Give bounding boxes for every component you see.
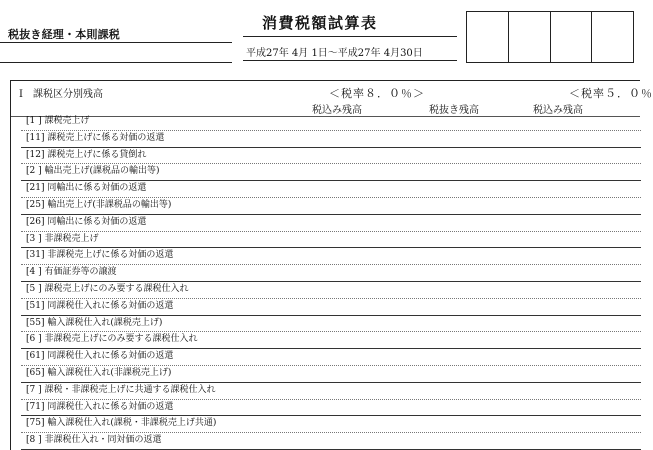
table-row: [51] 同課税仕入れに係る対価の返還 — [21, 299, 641, 316]
table-row: [21] 同輸出に係る対価の返還 — [21, 181, 641, 198]
table-row: [8 ] 非課税仕入れ・同対価の返還 — [21, 433, 641, 450]
divider — [243, 36, 457, 37]
table-row: [26] 同輸出に係る対価の返還 — [21, 215, 641, 232]
rate-8-heading: ＜税率８．０％＞ — [329, 87, 425, 100]
table-row: [65] 輸入課税仕入れ(非課税売上げ) — [21, 366, 641, 383]
table-row: [3 ] 非課税売上げ — [21, 232, 641, 249]
stamp-box — [467, 12, 509, 62]
table-row: [12] 課税売上げに係る貸倒れ — [21, 148, 641, 165]
table-row: [55] 輸入課税仕入れ(課税売上げ) — [21, 316, 641, 333]
table-row: [5 ] 課税売上げにのみ要する課税仕入れ — [21, 282, 641, 299]
divider — [0, 62, 232, 63]
table-row: [4 ] 有価証券等の譲渡 — [21, 265, 641, 282]
table-row: [31] 非課税売上げに係る対価の返還 — [21, 248, 641, 265]
rate-5-heading: ＜税率５．０％ — [569, 87, 653, 100]
section-header — [11, 81, 653, 117]
tax-balance-table — [10, 80, 653, 450]
table-row: [2 ] 輸出売上げ(課税品の輸出等) — [21, 164, 641, 181]
accounting-method: 税抜き経理・本則課税 — [8, 28, 120, 41]
stamp-box — [551, 12, 593, 62]
table-row: [25] 輸出売上げ(非課税品の輸出等) — [21, 198, 641, 215]
column-tax-excluded: 税抜き残高 — [429, 105, 479, 116]
approval-stamp-boxes — [466, 11, 634, 63]
column-tax-included: 税込み残高 — [312, 105, 362, 116]
table-row: [71] 同課税仕入れに係る対価の返還 — [21, 400, 641, 417]
stamp-box — [592, 12, 634, 62]
category-rows — [21, 114, 641, 450]
page-title: 消費税額試算表 — [262, 14, 378, 32]
table-row: [11] 課税売上げに係る対価の返還 — [21, 131, 641, 148]
divider — [243, 60, 457, 61]
table-row: [7 ] 課税・非課税売上げに共通する課税仕入れ — [21, 383, 641, 400]
table-row: [6 ] 非課税売上げにのみ要する課税仕入れ — [21, 332, 641, 349]
table-row: [61] 同課税仕入れに係る対価の返還 — [21, 349, 641, 366]
section-title: Ⅰ 課税区分別残高 — [19, 89, 103, 100]
stamp-box — [509, 12, 551, 62]
column-tax-included-5: 税込み残高 — [533, 105, 583, 116]
table-row: [1 ] 課税売上げ — [21, 114, 641, 131]
table-row: [75] 輸入課税仕入れ(課税・非課税売上げ共通) — [21, 416, 641, 433]
report-period: 平成27年 4月 1日～平成27年 4月30日 — [246, 48, 423, 59]
divider — [0, 42, 232, 43]
